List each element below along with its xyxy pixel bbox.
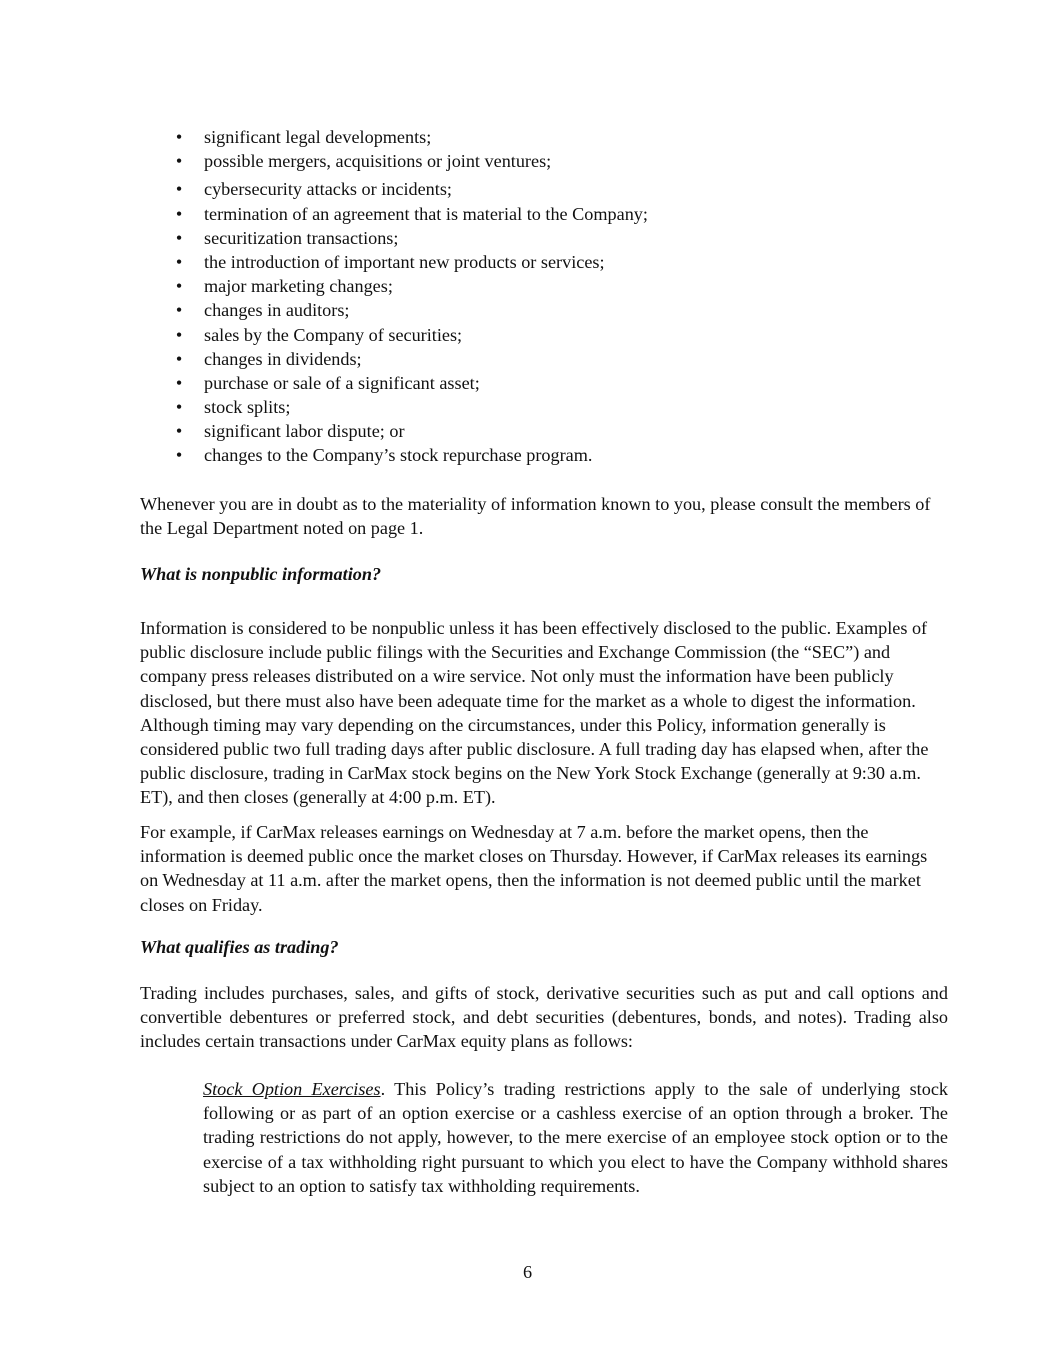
list-item-text: major marketing changes;	[204, 276, 393, 297]
list-item	[172, 250, 932, 274]
list-item	[172, 323, 932, 347]
list-item	[172, 371, 932, 395]
list-item-text: securitization transactions;	[204, 227, 399, 248]
list-item	[172, 149, 932, 173]
bullet-icon: •	[175, 300, 183, 321]
list-item-text: cybersecurity attacks or incidents;	[204, 179, 452, 200]
bullet-icon: •	[175, 151, 183, 172]
list-item-text: changes in dividends;	[204, 348, 362, 369]
list-item-text: significant legal developments;	[204, 127, 432, 147]
bullet-icon: •	[175, 324, 183, 345]
list-item-text: sales by the Company of securities;	[204, 324, 463, 345]
bullet-icon: •	[175, 276, 183, 297]
list-item	[172, 226, 932, 250]
list-item	[172, 298, 932, 322]
list-item-text: stock splits;	[204, 397, 291, 418]
stock-option-exercises-title: Stock Option Exercises	[203, 1079, 381, 1099]
material-information-list	[172, 125, 932, 468]
list-item-text: termination of an agreement that is material to the Company;	[204, 203, 648, 224]
list-item	[172, 443, 932, 467]
nonpublic-paragraph-definition: Information is considered to be nonpublic unless it has been effectively disclosed to the public. Examples of public disclosure include public filings with the Securities and Exchange Commission (the “SEC”) and company press releases distributed on a wire service. Not only must the information have been publicly disclosed, but there must also have been adequate time for the market as a whole to digest the information. Although timing may vary depending on the circumstances, under this Policy, information generally is considered public two full trading days after public disclosure. A full trading day has elapsed when, after the public disclosure, trading in CarMax stock begins on the New York Stock Exchange (generally at 9:30 a.m. ET), and then closes (generally at 4:00 p.m. ET).	[140, 618, 929, 808]
list-item-text: changes to the Company’s stock repurchase program.	[204, 445, 593, 466]
list-item-text: significant labor dispute; or	[204, 421, 405, 442]
bullet-icon: •	[175, 445, 183, 466]
bullet-icon: •	[175, 397, 183, 418]
list-item-text: possible mergers, acquisitions or joint ventures;	[204, 151, 552, 172]
trading-paragraph: Trading includes purchases, sales, and gifts of stock, derivative securities such as put and call options and convertible debentures or preferred stock, and debt securities (debentures, bonds, and notes). Trading also includes certain transactions under CarMax equity plans as follows:	[140, 983, 948, 1052]
list-item	[172, 202, 932, 226]
stock-option-exercises-text: This Policy’s trading restrictions apply to the sale of underlying stock following or as part of an option exercise or a cashless exercise of an option through a broker. The trading restrictions do not apply, however, to the mere exercise of an employee stock option or to the exercise of a tax withholding right pursuant to which you elect to have the Company withhold shares subject to an option to satisfy tax withholding requirements.	[203, 1079, 948, 1196]
stock-option-exercises-title-period: .	[380, 1079, 386, 1099]
list-item	[172, 274, 932, 298]
nonpublic-heading: What is nonpublic information?	[140, 564, 382, 584]
bullet-icon: •	[175, 348, 183, 369]
list-item	[172, 419, 932, 443]
list-item	[172, 125, 932, 149]
list-item-text: purchase or sale of a significant asset;	[204, 372, 480, 393]
bullet-icon: •	[175, 203, 183, 224]
bullet-icon: •	[175, 372, 183, 393]
bullet-icon: •	[175, 421, 183, 442]
bullet-icon: •	[175, 251, 183, 272]
list-item-text: changes in auditors;	[204, 300, 350, 321]
bullet-icon: •	[175, 179, 183, 200]
doubt-paragraph: Whenever you are in doubt as to the materiality of information known to you, please consult the members of the Legal Department noted on page 1.	[140, 494, 931, 539]
bullet-icon: •	[175, 127, 183, 147]
nonpublic-paragraph-example: For example, if CarMax releases earnings on Wednesday at 7 a.m. before the market opens, then the information is deemed public once the market closes on Thursday. However, if CarMax releases its earnings on Wednesday at 11 a.m. after the market opens, then the information is not deemed public until the market closes on Friday.	[140, 822, 928, 915]
trading-heading: What qualifies as trading?	[140, 937, 339, 957]
list-item	[172, 177, 932, 201]
page-number: 6	[522, 1262, 533, 1282]
list-item	[172, 347, 932, 371]
bullet-icon: •	[175, 227, 183, 248]
list-item	[172, 395, 932, 419]
stock-option-exercises-paragraph	[203, 1077, 948, 1198]
list-item-text: the introduction of important new products or services;	[204, 251, 605, 272]
